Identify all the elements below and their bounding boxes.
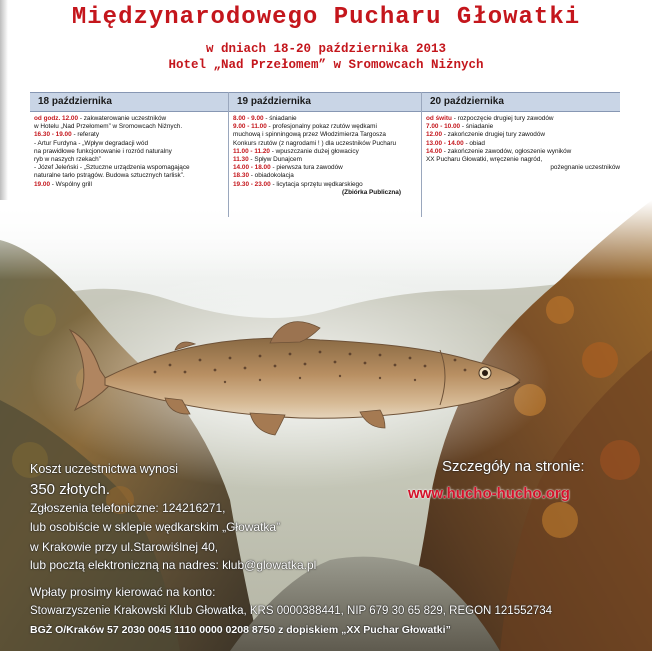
- event-venue: Hotel „Nad Przełomem” w Sromowcach Niżnych: [168, 58, 484, 72]
- schedule-text: - zakwaterowanie uczestników: [78, 115, 167, 122]
- schedule-time: 16.30 - 19.00: [34, 131, 72, 139]
- schedule-text: Konkurs rzutów (z nagrodami ! ) dla uczestników Pucharu: [233, 139, 397, 147]
- schedule-time: 9.00 - 11.00: [233, 123, 267, 131]
- schedule-text: - pierwsza tura zawodów: [270, 164, 343, 172]
- schedule-text: - Artur Furdyna - „Wpływ degradacji wód: [34, 139, 149, 147]
- day-items: [422, 112, 620, 172]
- day-heading: 19 października: [229, 92, 421, 112]
- schedule-text: - śniadanie: [263, 115, 297, 122]
- schedule-item: [426, 164, 620, 172]
- event-dates: w dniach 18-20 października 2013: [205, 42, 447, 56]
- schedule-time: 11.30: [233, 156, 249, 164]
- organization-details: Stowarzyszenie Krakowski Klub Głowatka, KRS 0000388441, NIP 679 30 65 829, REGON 121552734: [30, 605, 553, 617]
- schedule-text: muchową i spinningową przez Włodzimierza Targosza: [233, 131, 386, 139]
- schedule-item: [426, 123, 620, 131]
- schedule-text: pożegnanie uczestników: [550, 164, 620, 172]
- website-link[interactable]: www.hucho-hucho.org: [408, 485, 570, 502]
- schedule-table: [30, 92, 620, 222]
- schedule-time: 13.00 - 14.00: [426, 139, 464, 147]
- schedule-item: [233, 172, 421, 180]
- day-heading: 20 października: [422, 92, 620, 112]
- schedule-time: od godz. 12.00: [34, 115, 79, 122]
- registration-email: lub pocztą elektroniczną na nadres: klub@glowatka.pl: [30, 558, 317, 572]
- schedule-item: [426, 140, 620, 148]
- schedule-time: 18.30: [233, 172, 249, 180]
- schedule-item: [34, 123, 228, 131]
- schedule-item: [426, 156, 620, 164]
- schedule-day-2: [229, 92, 421, 222]
- schedule-item: [233, 156, 421, 164]
- bank-account: BGŻ O/Kraków 57 2030 0045 1110 0000 0208 8750 z dopiskiem „XX Puchar Głowatki”: [30, 624, 451, 636]
- schedule-time: 19.30 - 23.00: [233, 180, 271, 188]
- shop-address: w Krakowie przy ul.Starowiślnej 40,: [30, 540, 219, 554]
- schedule-item: [233, 131, 421, 139]
- payment-instruction: Wpłaty prosimy kierować na konto:: [30, 585, 216, 599]
- poster-title: Międzynarodowego Pucharu Głowatki: [71, 4, 581, 31]
- schedule-text: - rozpoczęcie drugiej tury zawodów: [451, 115, 554, 122]
- schedule-text: - Wspólny grill: [50, 180, 92, 188]
- schedule-time: 14.00: [426, 147, 442, 155]
- schedule-item: [34, 156, 228, 164]
- day-items: [30, 112, 228, 189]
- details-label: Szczegóły na stronie:: [442, 458, 585, 475]
- schedule-day-3: [422, 92, 620, 222]
- schedule-text: - zakończenie zawodów, ogłoszenie wyników: [442, 147, 572, 155]
- schedule-item: [426, 115, 620, 123]
- schedule-item: [233, 115, 421, 123]
- schedule-text: ryb w naszych rzekach”: [34, 156, 101, 164]
- registration-phone: Zgłoszenia telefoniczne: 124216271,: [30, 501, 226, 515]
- schedule-time: 14.00 - 18.00: [233, 164, 271, 172]
- cost-label: Koszt uczestnictwa wynosi: [30, 462, 178, 476]
- schedule-time: 11.00 - 11.20: [233, 147, 270, 155]
- schedule-text: - Józef Jeleński - „Sztuczne urządzenia wspomagające: [34, 164, 190, 172]
- schedule-item: [233, 123, 421, 131]
- schedule-time: 8.00 - 9.00: [233, 115, 264, 122]
- schedule-text: w Hotelu „Nad Przełomem” w Sromowcach Niżnych.: [34, 123, 183, 131]
- registration-shop: lub osobiście w sklepie wędkarskim „Głowatka”: [30, 520, 281, 534]
- landscape-illustration: [0, 200, 652, 651]
- schedule-item: [233, 181, 421, 189]
- schedule-text: - licytacja sprzętu wędkarskiego: [270, 180, 363, 188]
- schedule-text: (Zbiórka Publiczna): [342, 188, 401, 196]
- day-items: [229, 112, 421, 197]
- cost-amount: 350 złotych.: [30, 481, 111, 498]
- schedule-time: 7.00 - 10.00: [426, 123, 461, 131]
- schedule-text: - obiad: [463, 139, 485, 147]
- schedule-item: [233, 189, 421, 197]
- schedule-text: - zakończenie drugiej tury zawodów: [442, 131, 546, 139]
- day-heading: 18 października: [30, 92, 228, 112]
- schedule-item: [426, 148, 620, 156]
- schedule-text: - Spływ Dunajcem: [248, 156, 302, 164]
- schedule-text: - profesjonalny pokaz rzutów wędkami: [266, 123, 377, 131]
- schedule-item: [233, 140, 421, 148]
- schedule-text: - wpuszczanie dużej głowacicy: [269, 147, 359, 155]
- schedule-item: [34, 115, 228, 123]
- schedule-text: XX Pucharu Głowatki, wręczenie nagród,: [426, 156, 543, 164]
- schedule-item: [34, 164, 228, 172]
- schedule-item: [34, 148, 228, 156]
- schedule-item: [34, 181, 228, 189]
- schedule-item: [233, 148, 421, 156]
- schedule-item: [34, 172, 228, 180]
- schedule-item: [426, 131, 620, 139]
- schedule-item: [34, 131, 228, 139]
- schedule-time: od świtu: [426, 115, 452, 122]
- schedule-item: [233, 164, 421, 172]
- schedule-text: na prawidłowe funkcjonowanie i rozród naturalny: [34, 147, 172, 155]
- schedule-text: - śniadanie: [460, 123, 494, 131]
- schedule-text: - obiadokolacja: [249, 172, 294, 180]
- schedule-day-1: [30, 92, 228, 222]
- schedule-text: naturalne tarło pstrągów. Budowa sztucznych tarlisk”.: [34, 172, 185, 180]
- schedule-time: 12.00: [426, 131, 442, 139]
- schedule-time: 19.00: [34, 180, 50, 188]
- schedule-text: - referaty: [71, 131, 100, 139]
- schedule-item: [34, 140, 228, 148]
